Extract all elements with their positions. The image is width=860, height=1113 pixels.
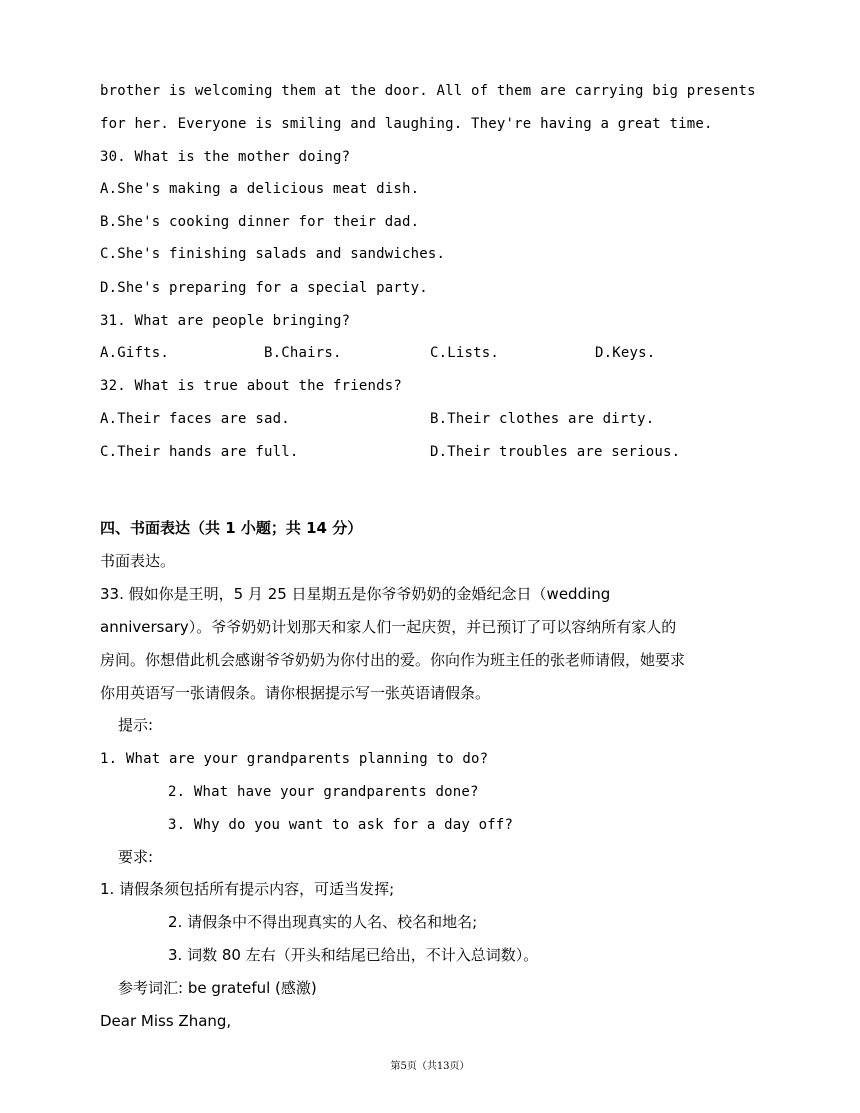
requirement-item: 3. 词数 80 左右（开头和结尾已给出，不计入总词数）。 bbox=[168, 946, 539, 964]
q33-prompt-line: 房间。你想借此机会感谢爷爷奶奶为你付出的爱。你向作为班主任的张老师请假，她要求 bbox=[100, 651, 686, 669]
q30-option-a: A.She's making a delicious meat dish. bbox=[100, 181, 420, 197]
vocabulary-note: 参考词汇: be grateful (感激) bbox=[118, 979, 317, 997]
q30-option-d: D.She's preparing for a special party. bbox=[100, 280, 428, 296]
hint-item: 1. What are your grandparents planning to do? bbox=[100, 751, 489, 767]
q33-prompt-line: 33. 假如你是王明，5 月 25 日星期五是你爷爷奶奶的金婚纪念日（wedding bbox=[100, 585, 611, 603]
q31-option-c: C.Lists. bbox=[430, 345, 500, 361]
hint-item: 2. What have your grandparents done? bbox=[168, 784, 479, 800]
q32-option-c: C.Their hands are full. bbox=[100, 444, 299, 460]
passage-line: brother is welcoming them at the door. All of them are carrying big presents bbox=[100, 83, 756, 99]
section-heading: 四、书面表达（共 1 小题；共 14 分） bbox=[100, 519, 363, 537]
q31-option-a: A.Gifts. bbox=[100, 345, 170, 361]
q31-option-b: B.Chairs. bbox=[264, 345, 342, 361]
q32-option-a: A.Their faces are sad. bbox=[100, 411, 290, 427]
q30-option-b: B.She's cooking dinner for their dad. bbox=[100, 214, 420, 230]
q32-option-d: D.Their troubles are serious. bbox=[430, 444, 681, 460]
hint-item: 3. Why do you want to ask for a day off? bbox=[168, 817, 514, 833]
passage-line: for her. Everyone is smiling and laughing. They're having a great time. bbox=[100, 116, 713, 132]
page-number-footer: 第5页（共13页） bbox=[390, 1061, 470, 1072]
q32-option-b: B.Their clothes are dirty. bbox=[430, 411, 655, 427]
q33-prompt-line: 你用英语写一张请假条。请你根据提示写一张英语请假条。 bbox=[100, 684, 491, 702]
hints-label: 提示: bbox=[118, 716, 154, 734]
requirement-item: 1. 请假条须包括所有提示内容，可适当发挥; bbox=[100, 880, 395, 898]
q31-option-d: D.Keys. bbox=[595, 345, 656, 361]
question-31: 31. What are people bringing? bbox=[100, 313, 351, 329]
question-32: 32. What is true about the friends? bbox=[100, 378, 403, 394]
requirement-item: 2. 请假条中不得出现真实的人名、校名和地名; bbox=[168, 913, 478, 931]
requirements-label: 要求: bbox=[118, 848, 154, 866]
letter-salutation: Dear Miss Zhang, bbox=[100, 1012, 232, 1030]
q33-prompt-line: anniversary）。爷爷奶奶计划那天和家人们一起庆贺，并已预订了可以容纳所有家人的 bbox=[100, 618, 677, 636]
section-subheading: 书面表达。 bbox=[100, 552, 176, 570]
q30-option-c: C.She's finishing salads and sandwiches. bbox=[100, 246, 446, 262]
question-30: 30. What is the mother doing? bbox=[100, 149, 351, 165]
